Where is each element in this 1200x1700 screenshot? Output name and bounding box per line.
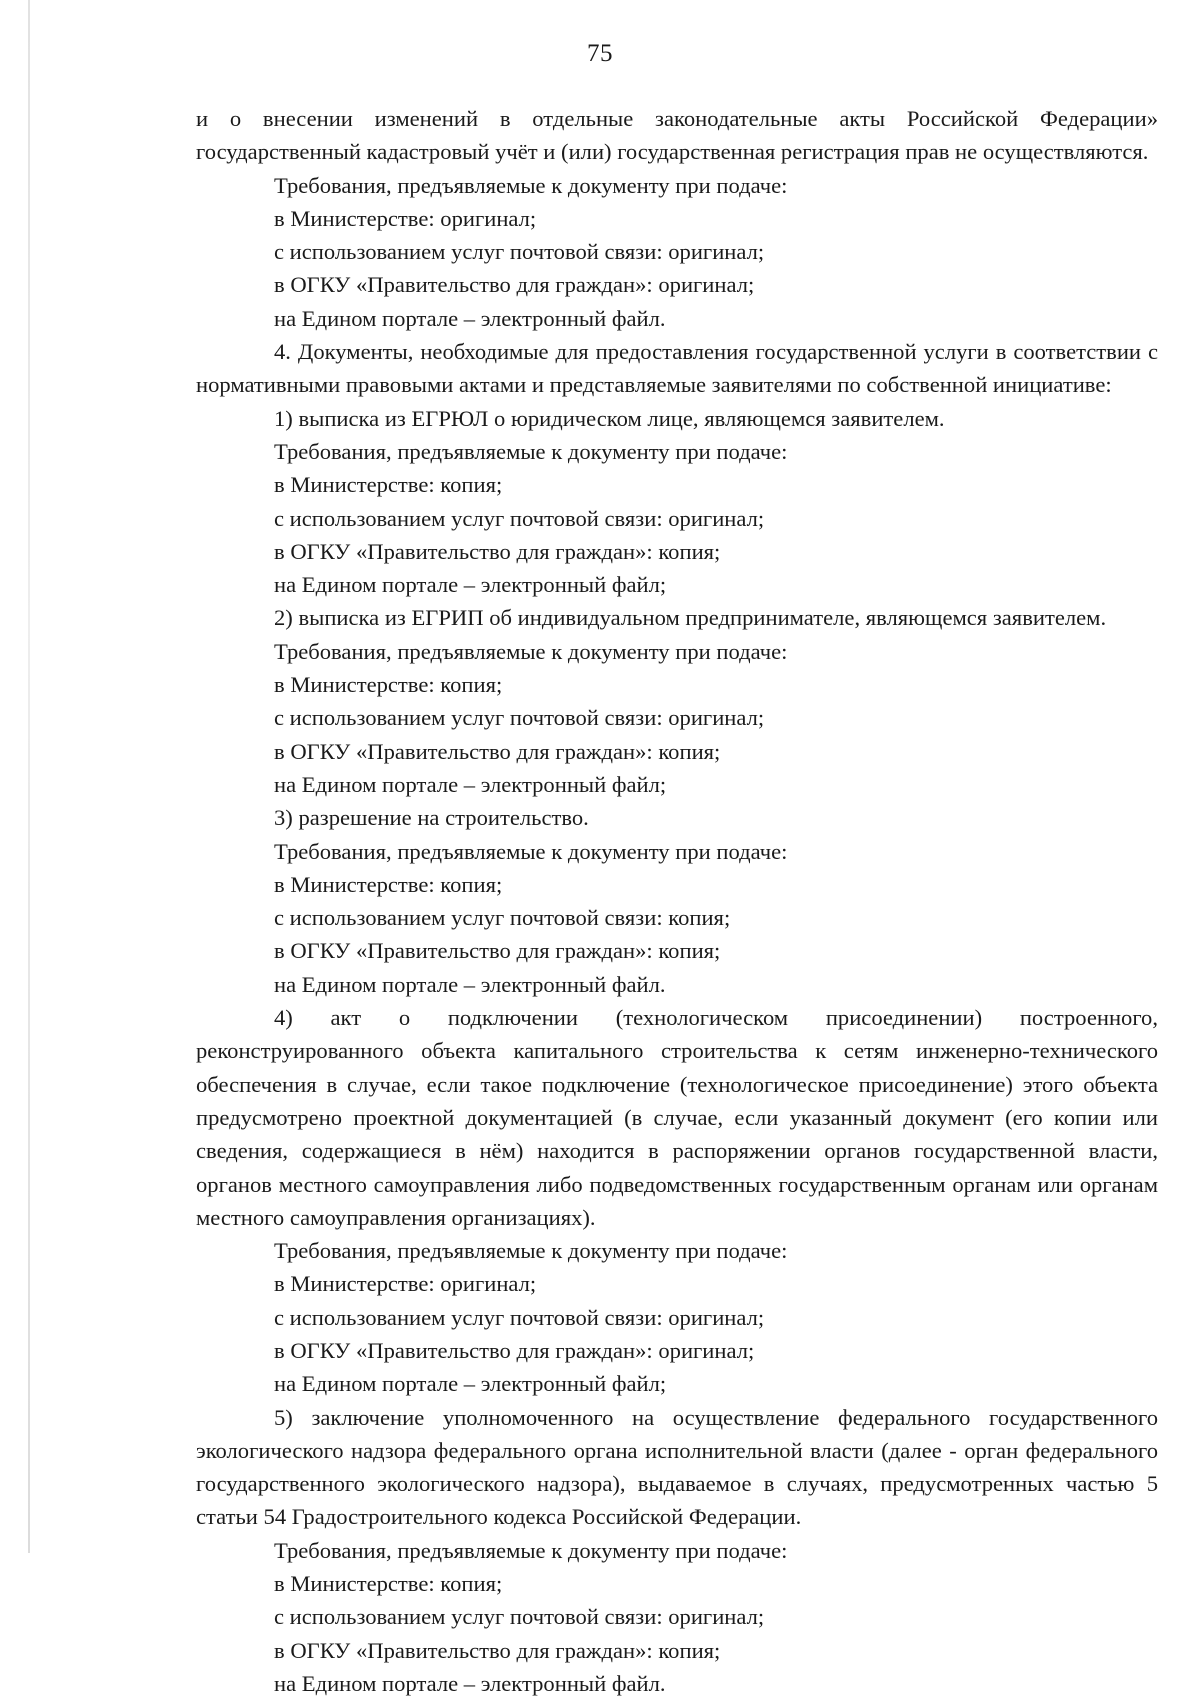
paragraph: 4) акт о подключении (технологическом присоединении) построенного, реконструированного объекта капитального строительства к сетям инженерно-технического обеспечения в случае, если такое подключение (технологическое присоединение) этого объекта предусмотрено проектной документацией (в случае, если указанный документ (его копии или сведения, содержащиеся в нём) находится в распоряжении органов государственной власти, органов местного самоуправления либо подведомственных государственным органам или органам местного самоуправления организациях).: [196, 1005, 1158, 1230]
paragraph: в Министерстве: оригинал;: [274, 1271, 537, 1297]
paragraph: 4. Документы, необходимые для предоставления государственной услуги в соответствии с нормативными правовыми актами и представляемые заявителями по собственной инициативе:: [196, 339, 1158, 398]
scan-edge-artifact: [28, 0, 30, 1553]
paragraph: в ОГКУ «Правительство для граждан»: копия;: [274, 738, 721, 764]
paragraph: 5) заключение уполномоченного на осуществление федерального государственного экологического надзора федерального органа исполнительной власти (далее - орган федерального государственного экологического надзора), выдаваемое в случаях, предусмотренных частью 5 статьи 54 Градостроительного кодекса Российской Федерации.: [196, 1404, 1158, 1530]
paragraph: с использованием услуг почтовой связи: копия;: [274, 905, 731, 931]
paragraph: 2) выписка из ЕГРИП об индивидуальном предпринимателе, являющемся заявителем.: [274, 605, 1107, 631]
paragraph: на Едином портале – электронный файл.: [274, 305, 666, 331]
paragraph: в Министерстве: копия;: [274, 871, 503, 897]
paragraph: в Министерстве: оригинал;: [274, 205, 537, 231]
paragraph: Требования, предъявляемые к документу при подаче:: [274, 838, 788, 864]
page-number: 75: [587, 40, 613, 67]
paragraph: на Едином портале – электронный файл.: [274, 971, 666, 997]
paragraph: Требования, предъявляемые к документу при подаче:: [274, 172, 788, 198]
paragraph: Требования, предъявляемые к документу при подаче:: [274, 1238, 788, 1264]
paragraph: на Едином портале – электронный файл;: [274, 771, 667, 797]
paragraph: в ОГКУ «Правительство для граждан»: копия;: [274, 938, 721, 964]
paragraph: с использованием услуг почтовой связи: оригинал;: [274, 505, 765, 531]
paragraph: в Министерстве: копия;: [274, 1571, 503, 1597]
paragraph: в ОГКУ «Правительство для граждан»: копия;: [274, 538, 721, 564]
paragraph: Требования, предъявляемые к документу при подаче:: [274, 1537, 788, 1563]
paragraph: с использованием услуг почтовой связи: оригинал;: [274, 705, 765, 731]
paragraph: 3) разрешение на строительство.: [274, 805, 589, 831]
paragraph: в ОГКУ «Правительство для граждан»: оригинал;: [274, 272, 755, 298]
paragraph: с использованием услуг почтовой связи: оригинал;: [274, 1604, 765, 1630]
document-body: [196, 102, 1158, 1700]
paragraph: Требования, предъявляемые к документу при подаче:: [274, 438, 788, 464]
paragraph: в ОГКУ «Правительство для граждан»: оригинал;: [274, 1337, 755, 1363]
paragraph: на Едином портале – электронный файл;: [274, 1371, 667, 1397]
paragraph: Требования, предъявляемые к документу при подаче:: [274, 638, 788, 664]
paragraph: в Министерстве: копия;: [274, 472, 503, 498]
paragraph: на Едином портале – электронный файл;: [274, 572, 667, 598]
paragraph: и о внесении изменений в отдельные законодательные акты Российской Федерации» государственный кадастровый учёт и (или) государственная регистрация прав не осуществляются.: [196, 106, 1158, 165]
paragraph: на Едином портале – электронный файл.: [274, 1670, 666, 1696]
paragraph: с использованием услуг почтовой связи: оригинал;: [274, 239, 765, 265]
paragraph: в ОГКУ «Правительство для граждан»: копия;: [274, 1637, 721, 1663]
paragraph: 1) выписка из ЕГРЮЛ о юридическом лице, являющемся заявителем.: [274, 405, 945, 431]
paragraph: в Министерстве: копия;: [274, 672, 503, 698]
paragraph: с использованием услуг почтовой связи: оригинал;: [274, 1304, 765, 1330]
